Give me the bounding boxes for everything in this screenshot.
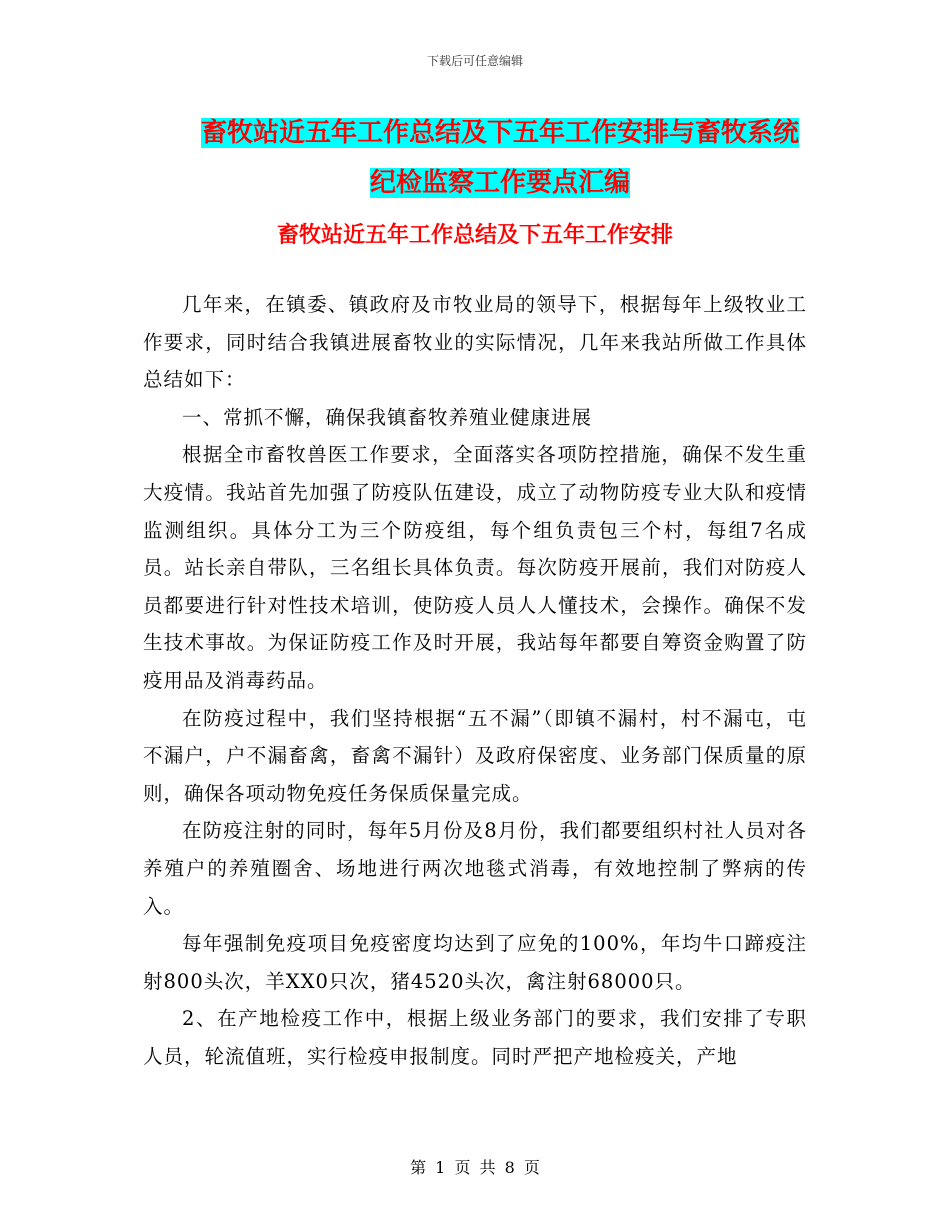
paragraph-intro: 几年来，在镇委、镇政府及市牧业局的领导下，根据每年上级牧业工作要求，同时结合我镇进展畜牧业的实际情况，几年来我站所做工作具体总结如下： <box>143 293 807 392</box>
document-title-line-2: 纪检监察工作要点汇编 <box>369 168 630 198</box>
header-note: 下载后可任意编辑 <box>426 54 523 68</box>
document-title-line-1: 畜牧站近五年工作总结及下五年工作安排与畜牧系统 <box>200 118 799 148</box>
paragraph-quarantine: 2、在产地检疫工作中，根据上级业务部门的要求，我们安排了专职人员，轮流值班，实行检疫申报制度。同时严把产地检疫关，产地 <box>143 1007 807 1068</box>
section-title: 畜牧站近五年工作总结及下五年工作安排 <box>276 223 673 248</box>
paragraph-disinfection: 在防疫注射的同时，每年5月份及8月份，我们都要组织村社人员对各养殖户的养殖圈舍、场地进行两次地毯式消毒，有效地控制了弊病的传入。 <box>143 819 807 918</box>
paragraph-epidemic-control: 根据全市畜牧兽医工作要求，全面落实各项防控措施，确保不发生重大疫情。我站首先加强了防疫队伍建设，成立了动物防疫专业大队和疫情监测组织。具体分工为三个防疫组，每个组负责包三个村，每组7名成员。站长亲自带队，三名组长具体负责。每次防疫开展前，我们对防疫人员都要进行针对性技术培训，使防疫人员人人懂技术，会操作。确保不发生技术事故。为保证防疫工作及时开展，我站每年都要自筹资金购置了防疫用品及消毒药品。 <box>143 443 807 692</box>
page-number: 第 1 页 共 8 页 <box>410 1158 540 1177</box>
paragraph-five-no-miss: 在防疫过程中，我们坚持根据“五不漏”（即镇不漏村，村不漏屯，屯不漏户，户不漏畜禽，畜禽不漏针）及政府保密度、业务部门保质量的原则，确保各项动物免疫任务保质保量完成。 <box>143 706 807 805</box>
paragraph-heading-1: 一、常抓不懈，确保我镇畜牧养殖业健康进展 <box>182 405 593 429</box>
body-text <box>143 286 807 1075</box>
document-title <box>120 108 880 208</box>
paragraph-immunization-stats: 每年强制免疫项目免疫密度均达到了应免的100%，年均牛口蹄疫注射800头次，羊XX0只次，猪4520头次，禽注射68000只。 <box>143 932 807 993</box>
